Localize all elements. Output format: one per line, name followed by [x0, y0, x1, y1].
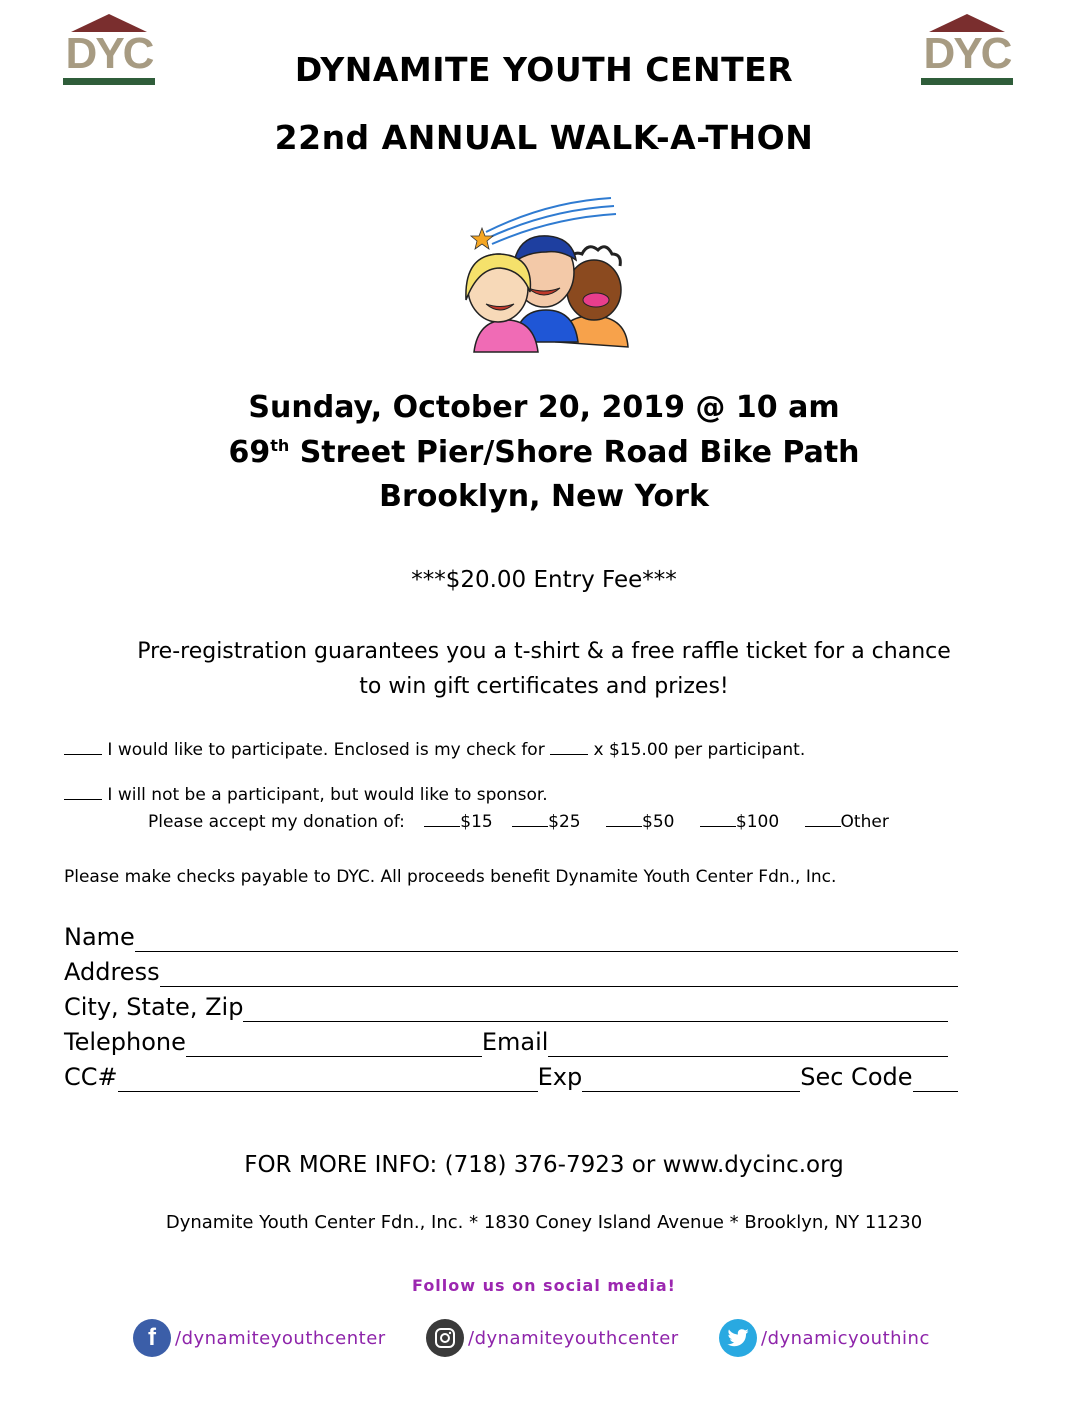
- email-label: Email: [481, 1028, 549, 1056]
- exp-field[interactable]: [582, 1069, 800, 1092]
- donation-50[interactable]: $50: [606, 812, 674, 832]
- more-info: FOR MORE INFO: (718) 376-7923 or www.dycinc.org: [244, 1152, 844, 1178]
- email-field[interactable]: [548, 1034, 948, 1057]
- donation-15[interactable]: $15: [424, 812, 492, 832]
- address-field[interactable]: [160, 964, 958, 987]
- donation-25[interactable]: $25: [512, 812, 580, 832]
- exp-label: Exp: [537, 1063, 583, 1091]
- entry-fee: ***$20.00 Entry Fee***: [411, 567, 677, 593]
- event-city: Brooklyn, New York: [379, 479, 709, 514]
- participate-option: I would like to participate. Enclosed is my check for x $15.00 per participant.: [64, 740, 805, 760]
- twitter-icon: [719, 1319, 757, 1357]
- telephone-field[interactable]: [186, 1034, 482, 1057]
- participate-checkbox-blank[interactable]: [64, 740, 102, 755]
- kids-clipart: [456, 192, 636, 357]
- instagram-icon: [426, 1319, 464, 1357]
- social-instagram[interactable]: /dynamiteyouthcenter: [426, 1318, 679, 1358]
- name-label: Name: [64, 923, 135, 951]
- donation-options: Please accept my donation of: $15 $25 $50 $100 Other: [148, 812, 889, 832]
- city-label: City, State, Zip: [64, 993, 244, 1021]
- name-field[interactable]: [135, 929, 958, 952]
- social-twitter[interactable]: /dynamicyouthinc: [719, 1318, 930, 1358]
- prereg-line-2: to win gift certificates and prizes!: [359, 674, 729, 699]
- cc-label: CC#: [64, 1063, 118, 1091]
- telephone-label: Telephone: [64, 1028, 186, 1056]
- event-date: Sunday, October 20, 2019 @ 10 am: [248, 390, 840, 425]
- org-address: Dynamite Youth Center Fdn., Inc. * 1830 Coney Island Avenue * Brooklyn, NY 11230: [165, 1212, 923, 1233]
- social-facebook[interactable]: f /dynamiteyouthcenter: [133, 1318, 386, 1358]
- logo-text: DYC: [923, 29, 1011, 78]
- sponsor-option: I will not be a participant, but would like to sponsor.: [64, 785, 548, 805]
- cc-row: [64, 1062, 958, 1092]
- checks-note: Please make checks payable to DYC. All proceeds benefit Dynamite Youth Center Fdn., Inc.: [64, 867, 837, 887]
- sponsor-checkbox-blank[interactable]: [64, 785, 102, 800]
- prereg-line-1: Pre-registration guarantees you a t-shirt & a free raffle ticket for a chance: [137, 639, 951, 664]
- follow-us: Follow us on social media!: [412, 1276, 676, 1295]
- sec-code-label: Sec Code: [800, 1063, 913, 1091]
- donation-100[interactable]: $100: [700, 812, 779, 832]
- event-location: 69th Street Pier/Shore Road Bike Path: [228, 435, 860, 470]
- address-row: [64, 957, 958, 987]
- facebook-icon: f: [133, 1319, 171, 1357]
- participant-count-blank[interactable]: [550, 740, 588, 755]
- donation-other[interactable]: Other: [805, 812, 889, 832]
- name-row: [64, 922, 958, 952]
- sec-code-field[interactable]: [913, 1069, 959, 1092]
- address-label: Address: [64, 958, 160, 986]
- logo-text: DYC: [65, 29, 153, 78]
- cc-field[interactable]: [118, 1069, 538, 1092]
- telephone-row: [64, 1027, 948, 1057]
- org-title: DYNAMITE YOUTH CENTER: [294, 50, 794, 89]
- city-row: [64, 992, 948, 1022]
- city-field[interactable]: [243, 999, 948, 1022]
- event-title: 22nd ANNUAL WALK-A-THON: [274, 118, 814, 157]
